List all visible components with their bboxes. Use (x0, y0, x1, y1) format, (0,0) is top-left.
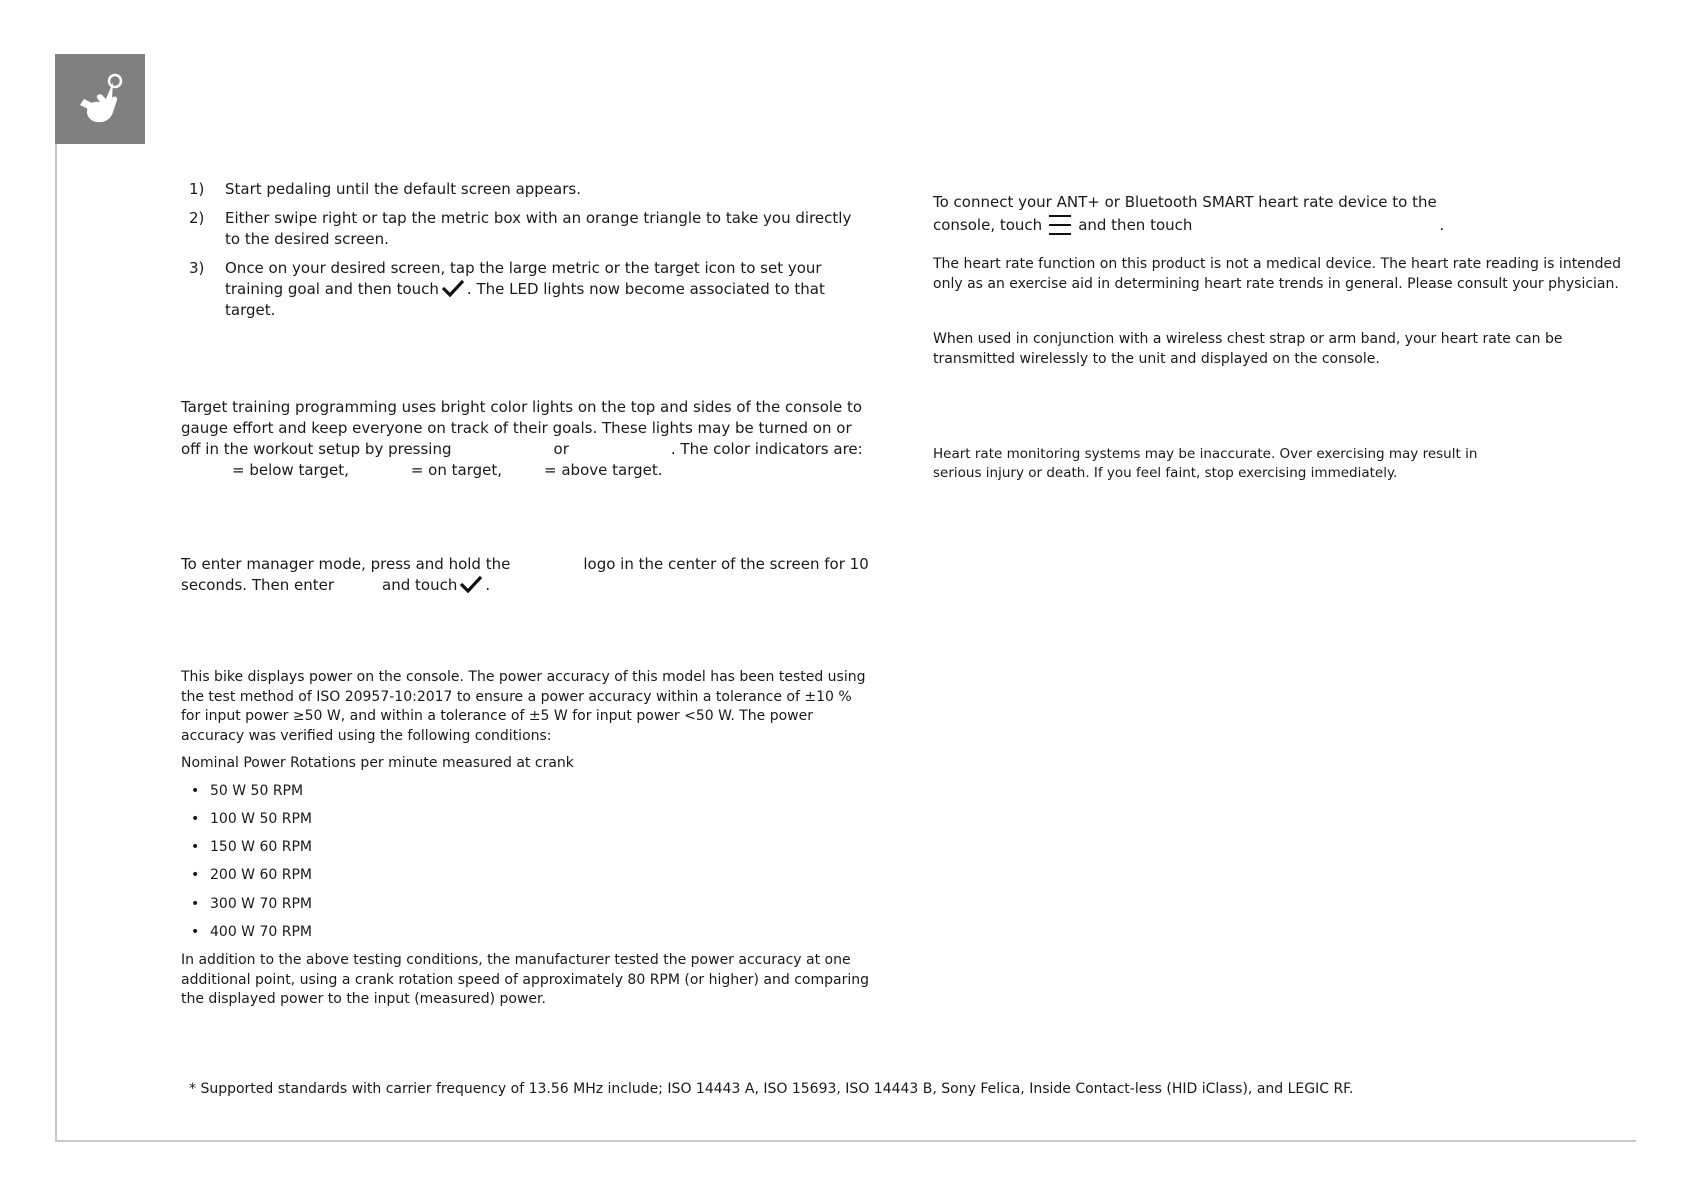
bullet: • (191, 839, 200, 856)
heart-rate-connect-period: . (1439, 216, 1445, 234)
power-condition: 50 W 50 RPM (210, 782, 304, 799)
footnote: * Supported standards with carrier frequency of 13.56 MHz include; ISO 14443 A, ISO 15693, ISO 14443 B, Sony Felica, Inside Contact-less (HID iClass), and LEGIC RF. (189, 1081, 1354, 1097)
list-item (189, 258, 869, 321)
list-item (189, 208, 869, 250)
heart-rate-connect-paragraph (933, 192, 1493, 237)
heart-rate-connect-text: To connect your ANT+ or Bluetooth SMART heart rate device to the console, touch (933, 193, 1437, 234)
step-text: Either swipe right or tap the metric box with an orange triangle to take you directly to the desired screen. (225, 209, 852, 248)
list-item (189, 179, 869, 200)
power-conditions-list (181, 782, 871, 952)
power-condition: 200 W 60 RPM (210, 867, 312, 884)
checkmark-icon (442, 279, 464, 297)
target-training-color-intro: . The color indicators are: (670, 440, 863, 458)
list-item (181, 810, 871, 838)
power-table-header: Nominal Power Rotations per minute measured at crank (181, 755, 574, 771)
bullet: • (191, 782, 200, 799)
target-training-paragraph (181, 397, 871, 481)
target-training-text: Target training programming uses bright color lights on the top and sides of the console to gauge effort and keep everyone on track of their goals. These lights may be turned on or off in the workout setup by pressing (181, 398, 863, 458)
section-tab (55, 54, 145, 144)
bullet: • (191, 895, 200, 912)
hamburger-menu-icon (1048, 213, 1072, 237)
manager-mode-paragraph (181, 554, 871, 596)
checkmark-icon (460, 575, 482, 593)
list-item (181, 895, 871, 923)
power-condition: 150 W 60 RPM (210, 839, 312, 856)
heart-rate-warning: Heart rate monitoring systems may be inaccurate. Over exercising may result in serious injury or death. If you feel faint, stop exercising immediately. (933, 446, 1478, 481)
target-steps (189, 179, 869, 329)
list-item (181, 782, 871, 810)
step-text: Once on your desired screen, tap the large metric or the target icon to set your training goal and then touch (225, 259, 822, 298)
target-training-or: or (553, 440, 569, 458)
step-text: Start pedaling until the default screen appears. (225, 180, 581, 198)
bullet: • (191, 923, 200, 940)
page-frame-bottom-border (55, 1140, 1636, 1142)
list-item (181, 923, 871, 951)
heart-rate-connect-touch: and then touch (1078, 216, 1193, 234)
step-number: 2) (189, 209, 205, 227)
step-number: 3) (189, 259, 205, 277)
step-text-end: . The LED lights now become associated to that target. (225, 280, 825, 319)
power-intro: This bike displays power on the console. The power accuracy of this model has been tested using the test method of ISO 20957-10:2017 to ensure a power accuracy within a tolerance of ±10 % for input power ≥50 W, and within a tolerance of ±5 W for input power <50 W. The power accuracy was verified using the following conditions: (181, 669, 866, 744)
below-target-label: = below target, (232, 461, 349, 479)
power-condition: 300 W 70 RPM (210, 895, 312, 912)
touch-hand-icon (70, 69, 130, 129)
list-item (181, 838, 871, 866)
bullet: • (191, 867, 200, 884)
power-accuracy-section (181, 668, 871, 1010)
page-frame-left-border (55, 54, 57, 1142)
power-condition: 400 W 70 RPM (210, 923, 312, 940)
power-condition: 100 W 50 RPM (210, 810, 312, 827)
heart-rate-disclaimer: The heart rate function on this product is not a medical device. The heart rate reading is intended only as an exercise aid in determining heart rate trends in general. Please consult your physician. (933, 256, 1622, 292)
manager-mode-logo-text: logo in the center of the screen for 10 seconds. Then enter (181, 555, 869, 594)
list-item (181, 866, 871, 894)
above-target-label: = above target. (544, 461, 663, 479)
bullet: • (191, 810, 200, 827)
manager-mode-touch-text: and touch (382, 576, 458, 594)
manager-mode-period: . (485, 576, 491, 594)
on-target-label: = on target, (410, 461, 503, 479)
power-outro: In addition to the above testing conditions, the manufacturer tested the power accuracy at one additional point, using a crank rotation speed of approximately 80 RPM (or higher) and comparing the displayed power to the input (measured) power. (181, 952, 869, 1008)
manager-mode-text: To enter manager mode, press and hold the (181, 555, 511, 573)
heart-rate-wireless: When used in conjunction with a wireless chest strap or arm band, your heart rate can be transmitted wirelessly to the unit and displayed on the console. (933, 331, 1563, 367)
step-number: 1) (189, 180, 205, 198)
